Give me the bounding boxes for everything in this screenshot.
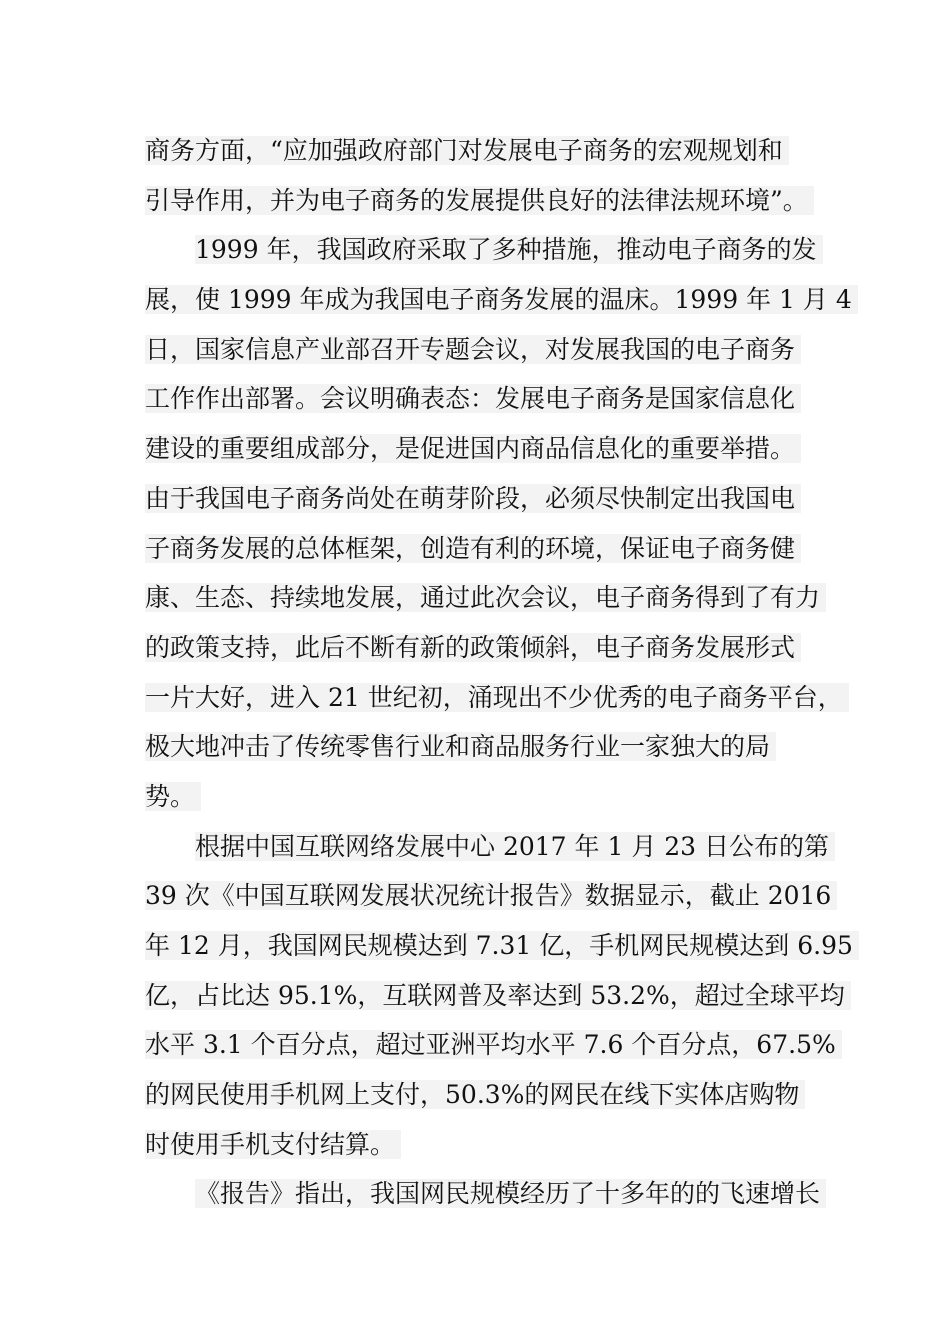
line-text: 商务方面，“应加强政府部门对发展电子商务的宏观规划和: [145, 136, 789, 165]
line-text: 日，国家信息产业部召开专题会议，对发展我国的电子商务: [145, 335, 801, 364]
text-line: [145, 971, 845, 1021]
line-text: 子商务发展的总体框架，创造有利的环境，保证电子商务健: [145, 534, 801, 563]
line-text: 《报告》指出，我国网民规模经历了十多年的的飞速增长: [195, 1179, 826, 1208]
text-line: [145, 921, 853, 971]
text-line: [145, 623, 845, 673]
line-text: 1999 年，我国政府采取了多种措施，推动电子商务的发: [195, 235, 823, 264]
line-text: 时使用手机支付结算。: [145, 1130, 401, 1159]
line-text: 水平 3.1 个百分点，超过亚洲平均水平 7.6 个百分点，67.5%: [145, 1030, 842, 1059]
document-body: [145, 126, 853, 1219]
text-line: [145, 275, 852, 325]
text-line: [145, 176, 845, 226]
text-line: [145, 573, 845, 623]
paragraph-start-line: [145, 1169, 845, 1219]
line-text: 的政策支持，此后不断有新的政策倾斜，电子商务发展形式: [145, 633, 801, 662]
text-line: [145, 871, 845, 921]
text-line: [145, 1120, 845, 1170]
paragraph-start-line: [145, 822, 845, 872]
text-line: [145, 524, 845, 574]
text-line: [145, 772, 845, 822]
text-line: [145, 474, 845, 524]
line-text: 一片大好，进入 21 世纪初，涌现出不少优秀的电子商务平台，: [145, 683, 849, 712]
line-text: 极大地冲击了传统零售行业和商品服务行业一家独大的局: [145, 732, 776, 761]
line-text: 由于我国电子商务尚处在萌芽阶段，必须尽快制定出我国电: [145, 484, 801, 513]
line-text: 建设的重要组成部分，是促进国内商品信息化的重要举措。: [145, 434, 801, 463]
line-text: 引导作用，并为电子商务的发展提供良好的法律法规环境”。: [145, 186, 814, 215]
line-text: 工作作出部署。会议明确表态：发展电子商务是国家信息化: [145, 384, 801, 413]
line-text: 根据中国互联网络发展中心 2017 年 1 月 23 日公布的第: [195, 832, 835, 861]
line-text: 年 12 月，我国网民规模达到 7.31 亿，手机网民规模达到 6.95: [145, 931, 859, 960]
line-text: 39 次《中国互联网发展状况统计报告》数据显示，截止 2016: [145, 881, 837, 910]
text-line: [145, 1070, 845, 1120]
text-line: [145, 673, 845, 723]
paragraph-start-line: [145, 225, 845, 275]
text-line: [145, 374, 845, 424]
line-text: 展，使 1999 年成为我国电子商务发展的温床。1999 年 1 月 4: [145, 285, 858, 314]
text-line: [145, 126, 845, 176]
line-text: 势。: [145, 782, 201, 811]
line-text: 亿，占比达 95.1%，互联网普及率达到 53.2%，超过全球平均: [145, 981, 851, 1010]
line-text: 康、生态、持续地发展，通过此次会议，电子商务得到了有力: [145, 583, 826, 612]
text-line: [145, 1020, 845, 1070]
text-line: [145, 325, 845, 375]
text-line: [145, 424, 845, 474]
line-text: 的网民使用手机网上支付，50.3%的网民在线下实体店购物: [145, 1080, 805, 1109]
text-line: [145, 722, 845, 772]
